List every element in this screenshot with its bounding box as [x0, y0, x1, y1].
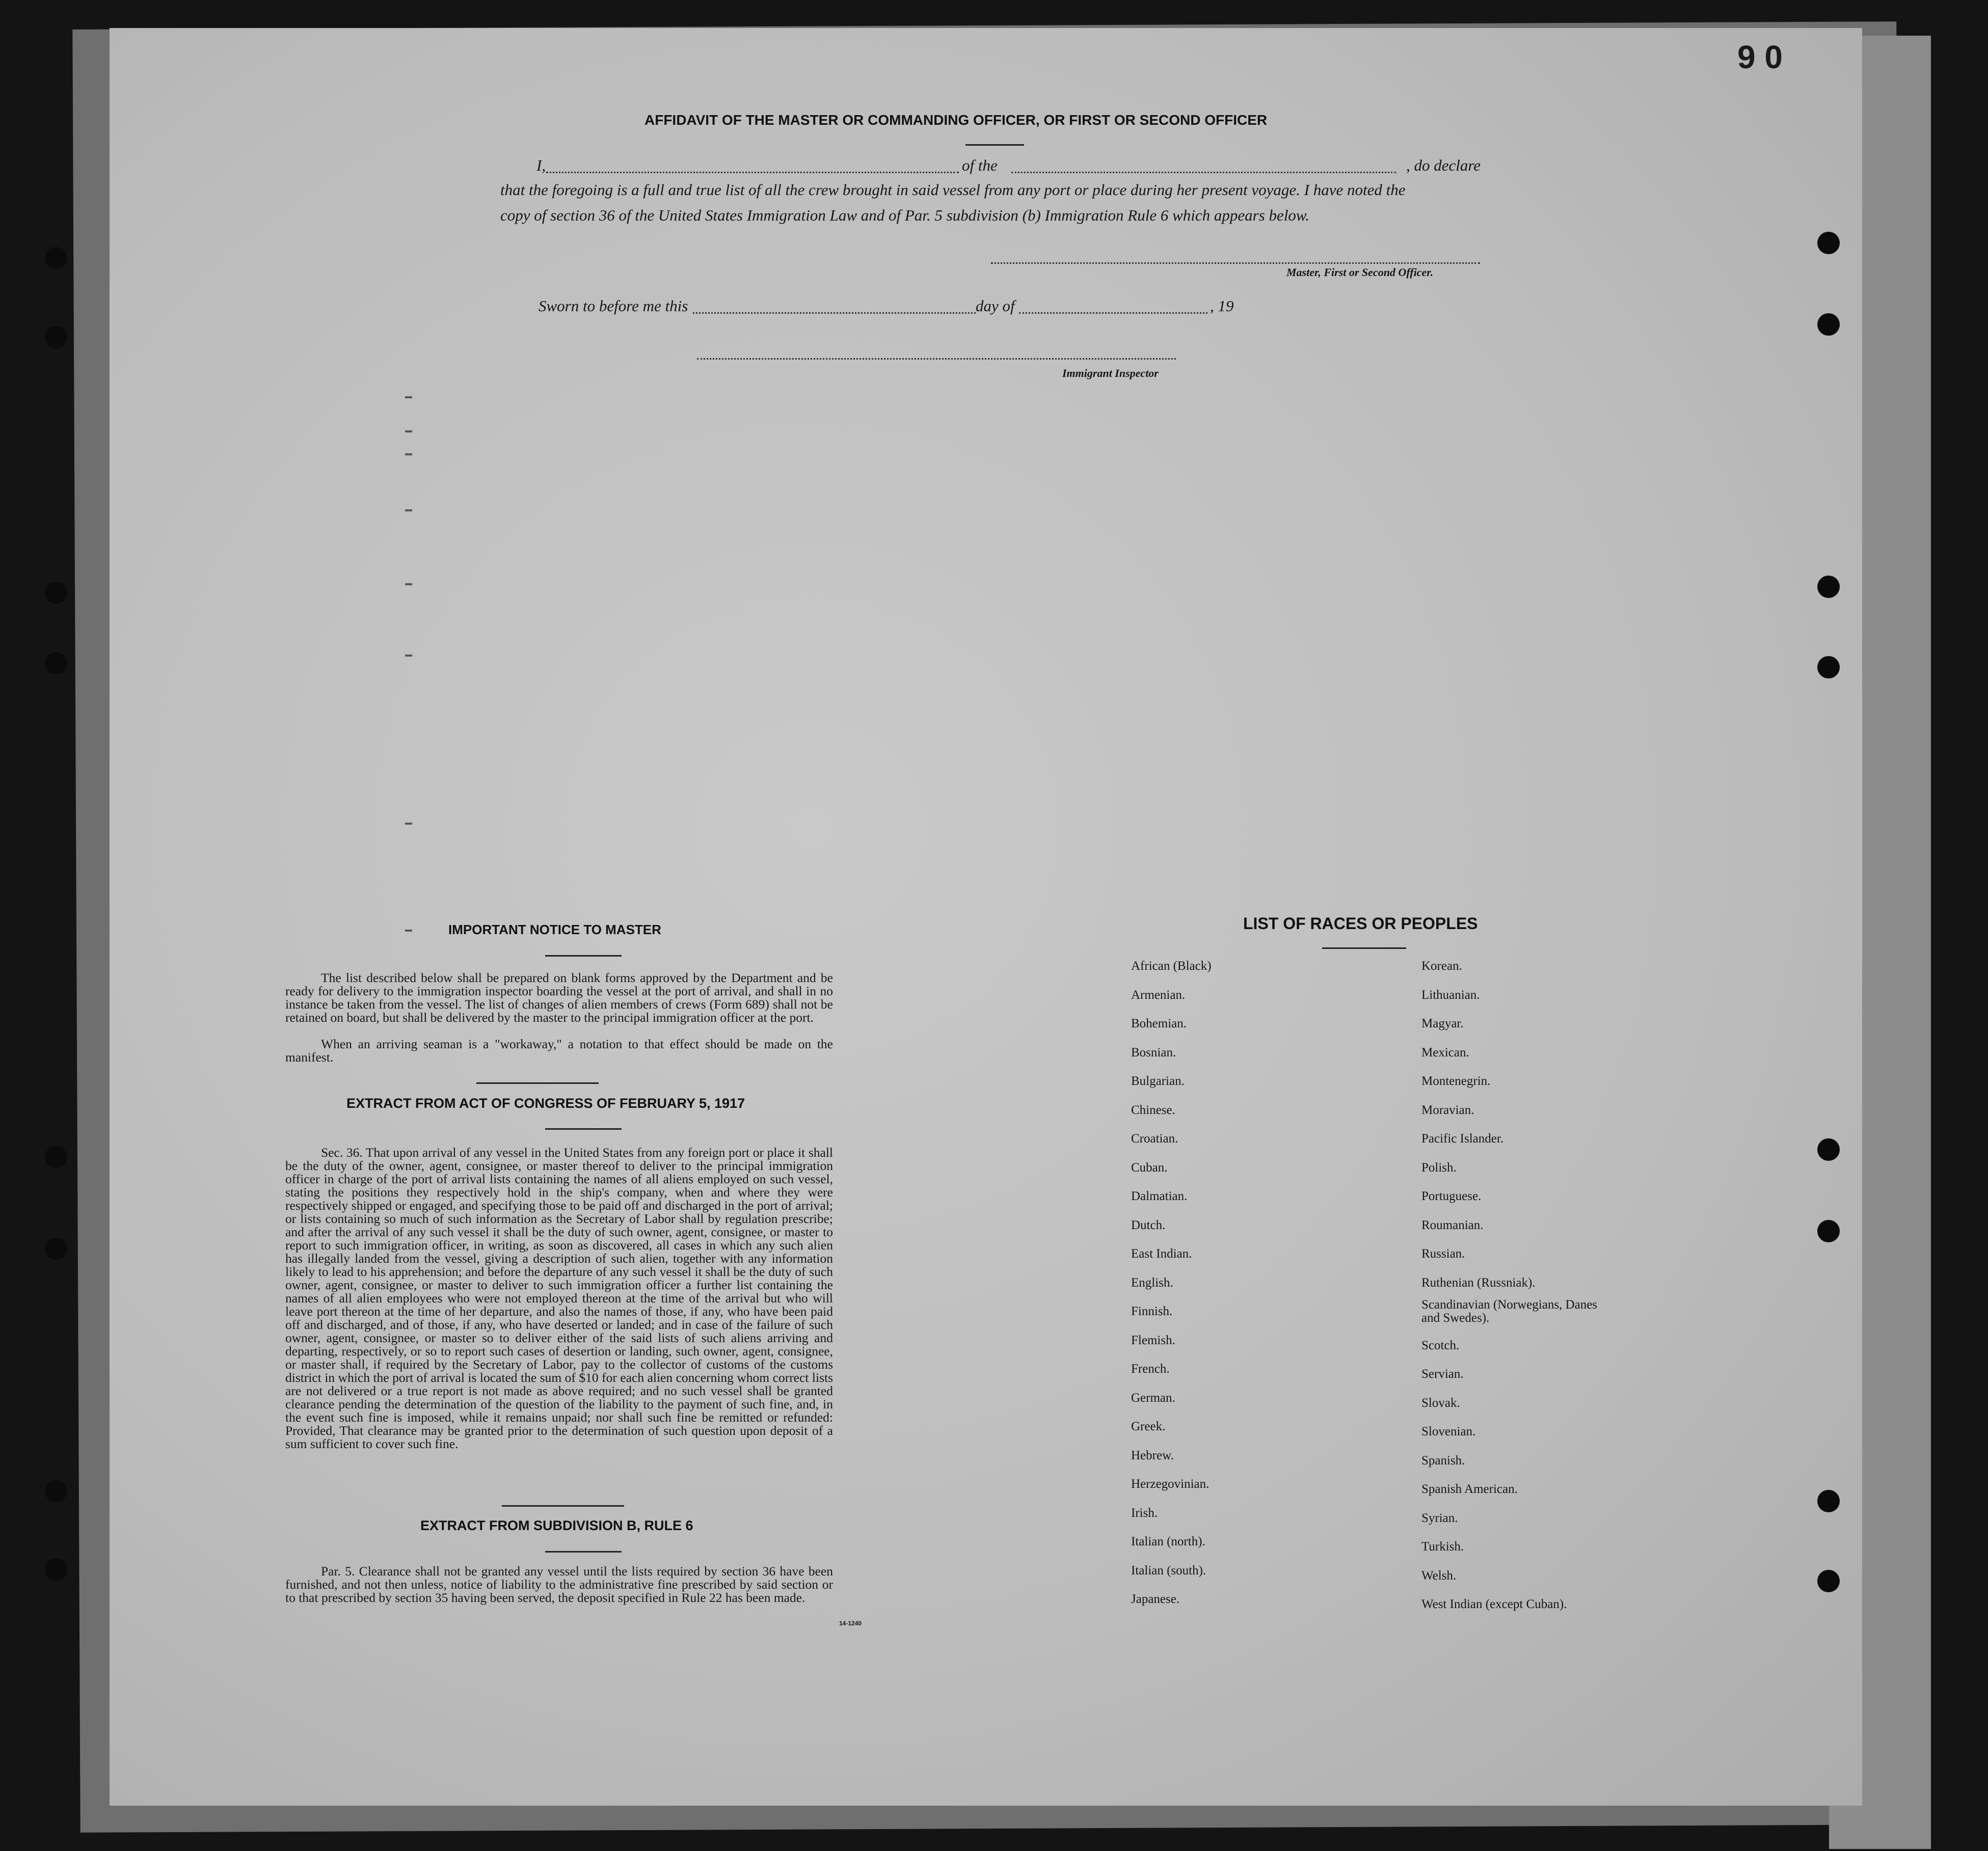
punch-hole: [45, 582, 67, 604]
race-item: French.: [1131, 1362, 1170, 1376]
race-item: Herzegovinian.: [1131, 1477, 1210, 1491]
bleed-mark: [405, 583, 412, 585]
race-item: Servian.: [1421, 1367, 1464, 1381]
race-item: West Indian (except Cuban).: [1421, 1597, 1567, 1611]
race-item: Irish.: [1131, 1506, 1158, 1520]
punch-hole: [45, 1480, 67, 1502]
name-field[interactable]: [546, 172, 959, 173]
affidavit-i: I,: [536, 156, 546, 174]
divider: [1322, 947, 1406, 949]
race-item: Moravian.: [1421, 1103, 1474, 1117]
race-item: Armenian.: [1131, 988, 1186, 1002]
race-item: Greek.: [1131, 1420, 1166, 1433]
punch-hole: [1817, 313, 1840, 336]
affidavit-line3: copy of section 36 of the United States Immigration Law and of Par. 5 subdivision (b) Immigration Rule 6 which appears below.: [500, 206, 1310, 224]
handwritten-page-mark: 9 0: [1737, 39, 1783, 75]
race-item: Croatian.: [1131, 1132, 1178, 1146]
divider: [545, 1128, 622, 1130]
race-item: Korean.: [1421, 959, 1462, 973]
punch-hole: [1817, 1220, 1840, 1242]
divider: [502, 1505, 624, 1507]
punch-hole: [45, 1238, 67, 1260]
race-item: Lithuanian.: [1421, 988, 1480, 1002]
notice-paragraph-2: When an arriving seaman is a "workaway," a notation to that effect should be made on the manifest.: [285, 1037, 833, 1065]
race-item: Polish.: [1421, 1160, 1457, 1175]
race-item: Syrian.: [1421, 1511, 1458, 1525]
race-item: Mexican.: [1421, 1045, 1469, 1059]
sworn-date-field[interactable]: [693, 312, 976, 314]
race-item: Cuban.: [1131, 1160, 1168, 1175]
punch-hole: [1817, 1490, 1840, 1512]
race-item: Slovenian.: [1421, 1425, 1476, 1438]
race-item: Italian (south).: [1131, 1563, 1206, 1577]
punch-hole: [1817, 656, 1840, 678]
extract-act-body: Sec. 36. That upon arrival of any vessel in the United States from any foreign port or place it shall be the duty of the owner, agent, consignee, or master thereof to deliver to the principal immigration officer in charge of the port of arrival lists containing the names of all aliens employed on such vessel, stating the positions they respectively hold in the ship's company, when and where they were respectively shipped or engaged, and specifying those to be paid off and discharged in the port of arrival; or lists containing so much of such information as the Secretary of Labor shall by regulation prescribe; and after the arrival of any such vessel it shall be the duty of such owner, agent, consignee, or master to report to such immigration officer, in writing, as soon as discovered, all cases in which any such alien has illegally landed from the vessel, giving a description of such alien, together with any information likely to lead to his apprehension; and before the departure of any such vessel it shall be the duty of such owner, agent, consignee, or master to deliver to such immigration officer a further list containing the names of all alien employees who were not employed thereon at the time of the arrival but who will leave port thereon at the time of her departure, and also the names of those, if any, who have been paid off and discharged, and of those, if any, who have deserted or landed; and in case of the failure of such owner, agent, consignee, or master so to deliver either of the said lists of such aliens arriving and departing, respectively, or so to report such cases of desertion or landing, such owner, agent, consignee, or master shall, if required by the Secretary of Labor, pay to the collector of customs of the customs district in which the port of arrival is located the sum of $10 for each alien concerning whom correct lists are not delivered or a true report is not made as above required; and no such vessel shall be granted clearance pending the determination of the question of the liability to the payment of such fine, and, in the event such fine is imposed, while it remains unpaid; nor shall such fine be remitted or refunded: Provided, That clearance may be granted prior to the determination of such question upon deposit of a sum sufficient to cover such fine.: [285, 1145, 833, 1451]
bleed-mark: [405, 930, 412, 932]
vessel-field[interactable]: [1011, 172, 1396, 173]
divider: [545, 1551, 622, 1553]
race-item: Scotch.: [1421, 1338, 1460, 1352]
divider: [965, 144, 1024, 146]
race-item: German.: [1131, 1391, 1175, 1405]
extract-rule-title: EXTRACT FROM SUBDIVISION B, RULE 6: [420, 1518, 693, 1533]
race-item: Japanese.: [1131, 1592, 1180, 1606]
races-title: LIST OF RACES OR PEOPLES: [1243, 914, 1478, 933]
punch-hole: [45, 247, 67, 269]
form-code: 14-1240: [839, 1620, 862, 1627]
punch-hole: [1817, 232, 1840, 254]
race-item: Magyar.: [1421, 1017, 1464, 1030]
bleed-mark: [405, 396, 412, 398]
punch-hole: [45, 652, 67, 674]
punch-hole: [1817, 1570, 1840, 1592]
punch-hole: [45, 1559, 67, 1581]
race-item: Montenegrin.: [1421, 1074, 1491, 1088]
race-item: Hebrew.: [1131, 1448, 1174, 1462]
affidavit-line2: that the foregoing is a full and true list of all the crew brought in said vessel from any port or place during her present voyage. I have noted the: [500, 181, 1406, 199]
race-item: Roumanian.: [1421, 1218, 1484, 1232]
race-item: Slovak.: [1421, 1396, 1460, 1410]
bleed-mark: [405, 453, 412, 455]
race-item: Bosnian.: [1131, 1045, 1176, 1059]
race-item: Spanish American.: [1421, 1482, 1518, 1496]
year-prefix: , 19: [1210, 297, 1234, 315]
day-of-text: day of: [976, 297, 1015, 315]
race-item: Portuguese.: [1421, 1189, 1482, 1203]
affidavit-of-the: of the: [962, 156, 998, 174]
race-item: Italian (north).: [1131, 1535, 1205, 1548]
notice-paragraph-1: The list described below shall be prepared on blank forms approved by the Department and be ready for delivery to the immigration inspector boarding the vessel at the port of arrival, and shall in no instance be taken from the vessel. The list of changes of alien members of crews (Form 689) shall not be retained on board, but shall be delivered by the master to the principal immigration officer at the port.: [285, 970, 833, 1025]
sworn-text: Sworn to before me this: [539, 297, 688, 315]
punch-hole: [45, 1146, 67, 1168]
inspector-caption: Immigrant Inspector: [1062, 367, 1159, 379]
master-signature-field[interactable]: [991, 262, 1480, 264]
month-field[interactable]: [1019, 312, 1207, 314]
race-item: Bulgarian.: [1131, 1074, 1185, 1088]
bleed-mark: [405, 655, 412, 657]
race-item: African (Black): [1131, 959, 1212, 973]
divider: [545, 955, 622, 957]
master-signature-caption: Master, First or Second Officer.: [1286, 266, 1434, 279]
race-item: English.: [1131, 1275, 1173, 1290]
extract-act-title: EXTRACT FROM ACT OF CONGRESS OF FEBRUARY 5, 1917: [346, 1096, 745, 1111]
race-item: Welsh.: [1421, 1568, 1457, 1583]
race-item: Flemish.: [1131, 1333, 1175, 1347]
notice-title: IMPORTANT NOTICE TO MASTER: [448, 922, 661, 937]
affidavit-do-declare: , do declare: [1406, 156, 1481, 174]
race-item: Dutch.: [1131, 1218, 1166, 1232]
extract-rule-body: Par. 5. Clearance shall not be granted any vessel until the lists required by section 36 have been furnished, and not then unless, notice of liability to the administrative fine prescribed by said section or to that prescribed by section 35 having been served, the deposit specified in Rule 22 has been made.: [285, 1564, 833, 1605]
inspector-signature-field[interactable]: [697, 358, 1176, 360]
race-item: Ruthenian (Russniak).: [1421, 1275, 1536, 1290]
affidavit-title: AFFIDAVIT OF THE MASTER OR COMMANDING OFFICER, OR FIRST OR SECOND OFFICER: [644, 112, 1268, 128]
race-item: Spanish.: [1421, 1453, 1465, 1467]
punch-hole: [1817, 1138, 1840, 1161]
race-item: Bohemian.: [1131, 1017, 1187, 1030]
bleed-mark: [405, 509, 412, 511]
punch-hole: [1817, 576, 1840, 598]
race-item: Dalmatian.: [1131, 1189, 1188, 1203]
race-item: Turkish.: [1421, 1540, 1464, 1554]
divider: [476, 1082, 599, 1084]
race-item: Finnish.: [1131, 1304, 1173, 1318]
punch-hole: [45, 326, 67, 348]
race-item: East Indian.: [1131, 1247, 1192, 1261]
bleed-mark: [405, 430, 412, 432]
form-page: [110, 28, 1862, 1806]
race-item: Russian.: [1421, 1247, 1465, 1261]
race-item: Pacific Islander.: [1421, 1132, 1504, 1146]
race-item: Chinese.: [1131, 1103, 1175, 1117]
race-item: Scandinavian (Norwegians, Danes and Swedes).: [1421, 1298, 1598, 1325]
bleed-mark: [405, 823, 412, 825]
